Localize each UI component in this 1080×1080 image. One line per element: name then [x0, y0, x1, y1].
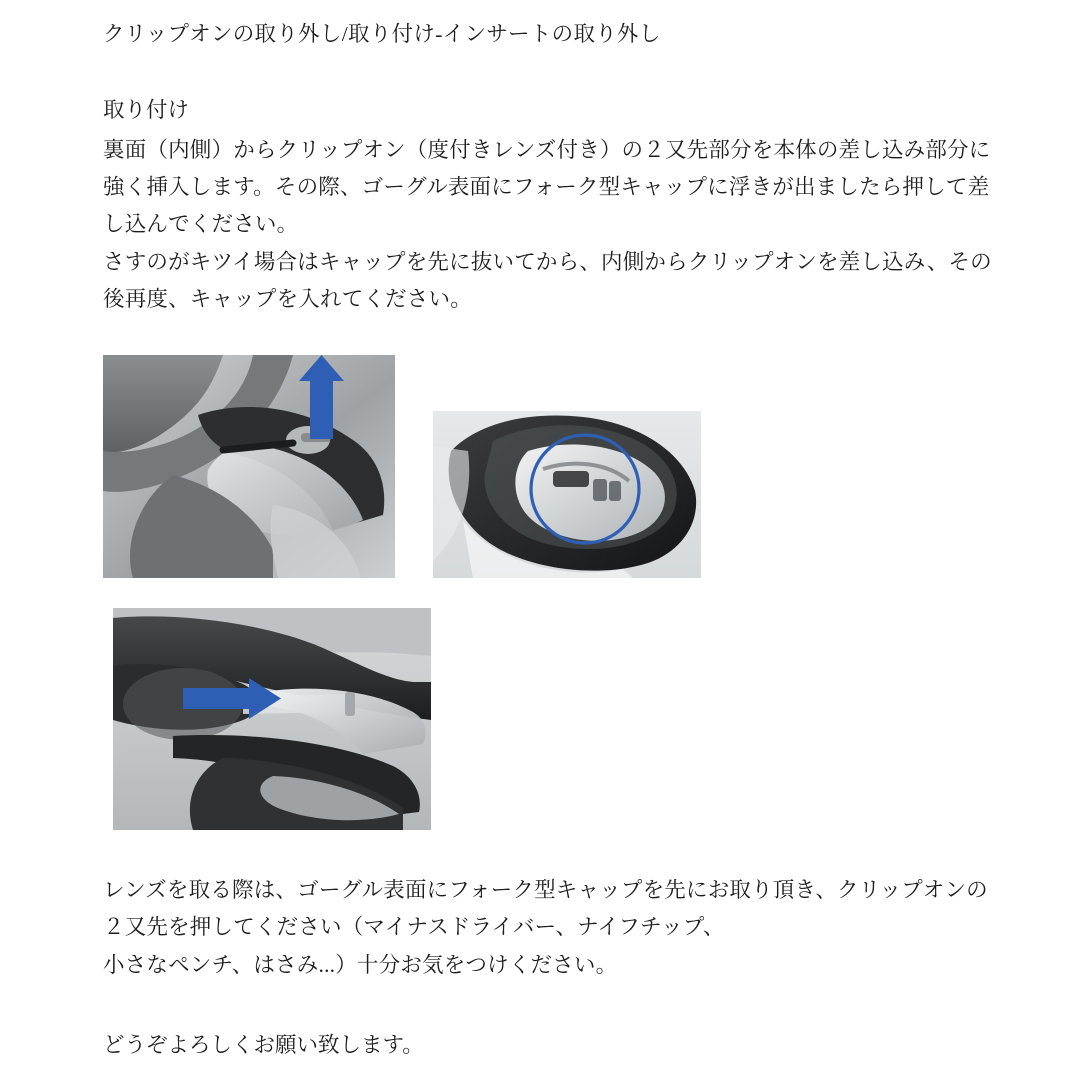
body-paragraph-2: さすのがキツイ場合はキャップを先に抜いてから、内側からクリップオンを差し込み、その後再度、キャップを入れてください。 — [103, 249, 992, 312]
caption-line-1: レンズを取る際は、ゴーグル表面にフォーク型キャップを先にお取り頂き、クリップオンの — [103, 878, 988, 902]
clip-on-insertion-photo — [113, 608, 431, 830]
caption-line-3: 小さなペンチ、はさみ...）十分お気をつけください。 — [103, 952, 618, 977]
goggle-cap-removal-photo — [103, 355, 395, 578]
goggle-insert-detail-illustration — [433, 411, 701, 578]
section-heading: 取り付け — [103, 98, 190, 123]
closing-text: どうぞよろしくお願い致します。 — [103, 1033, 424, 1057]
goggle-insert-detail-photo — [433, 411, 701, 578]
body-text — [103, 132, 1000, 319]
caption-line-2: ２又先を押してください（マイナスドライバー、ナイフチップ、 — [103, 915, 725, 940]
goggle-cap-removal-illustration — [103, 355, 395, 578]
body-paragraph-1: 裏面（内側）からクリップオン（度付きレンズ付き）の２又先部分を本体の差し込み部分に強く挿入します。その際、ゴーグル表面にフォーク型キャップに浮きが出ましたら押して差し込んでください。 — [103, 137, 991, 237]
caption-text — [103, 872, 1003, 984]
figure-group — [103, 355, 703, 835]
page-title: クリップオンの取り外し/取り付け-インサートの取り外し — [103, 22, 661, 46]
clip-on-insertion-illustration — [113, 608, 431, 830]
